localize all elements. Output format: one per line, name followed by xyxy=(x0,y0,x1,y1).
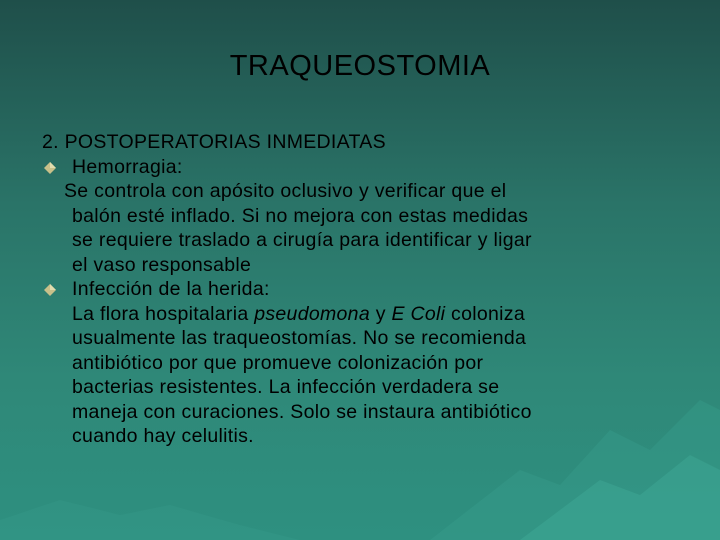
text-segment: y xyxy=(369,302,392,325)
diamond-bullet-icon xyxy=(44,284,56,296)
italic-term: E Coli xyxy=(391,302,446,325)
bullet-item-hemorragia xyxy=(42,155,682,180)
text-segment: coloniza xyxy=(445,302,525,325)
slide-title: TRAQUEOSTOMIA xyxy=(229,50,491,82)
diamond-bullet-icon xyxy=(44,162,56,174)
bullet-label: Infección de la herida: xyxy=(72,278,270,300)
paragraph-line: se requiere traslado a cirugía para identificar y ligar xyxy=(72,229,532,251)
section-heading: 2. POSTOPERATORIAS INMEDIATAS xyxy=(42,131,386,153)
paragraph-line: maneja con curaciones. Solo se instaura antibiótico xyxy=(72,400,532,423)
paragraph-line: el vaso responsable xyxy=(72,253,252,276)
slide-content xyxy=(42,130,682,449)
paragraph-line: usualmente las traqueostomías. No se recomienda xyxy=(72,327,527,349)
italic-term: pseudomona xyxy=(254,302,370,325)
paragraph-line: bacterias resistentes. La infección verdadera se xyxy=(72,376,500,398)
bullet-label: Hemorragia: xyxy=(72,155,183,178)
paragraph-line: antibiótico por que promueve colonización por xyxy=(72,351,484,374)
bullet-item-infeccion xyxy=(42,277,682,302)
paragraph-line: Se controla con apósito oclusivo y verificar que el xyxy=(64,180,507,202)
paragraph-line xyxy=(42,302,682,327)
text-segment: La flora hospitalaria xyxy=(72,302,255,325)
paragraph-line: balón esté inflado. Si no mejora con estas medidas xyxy=(72,204,529,227)
paragraph-line: cuando hay celulitis. xyxy=(72,425,254,447)
